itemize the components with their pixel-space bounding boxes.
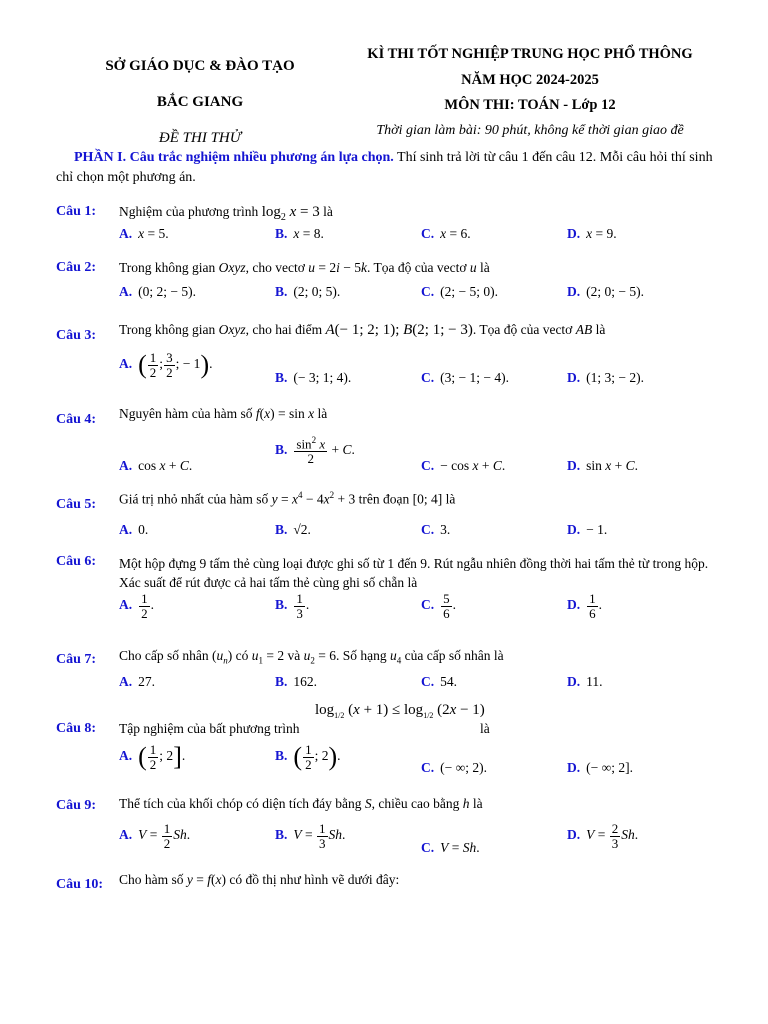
- option-a[interactable]: A. V = $\frac{1}{2}$ Sh.: [119, 821, 191, 851]
- option-c[interactable]: C. x = 6.: [421, 226, 471, 241]
- option-c[interactable]: C. 3.: [421, 522, 451, 537]
- option-a[interactable]: A. x = 5.: [119, 226, 169, 241]
- option-d[interactable]: D. sin x + C.: [567, 458, 639, 473]
- question-text: Nghiệm của phương trình $\log_2 x = 3$ là: [119, 204, 333, 223]
- option-d[interactable]: D. − 1.: [567, 522, 608, 537]
- option-a[interactable]: A. 27.: [119, 674, 155, 689]
- option-b[interactable]: B. ( $\frac{1}{2}$ ; 2).: [275, 741, 341, 772]
- option-b[interactable]: B. (− 3; 1; 4).: [275, 370, 352, 385]
- exam-title: KÌ THI TỐT NGHIỆP TRUNG HỌC PHỔ THÔNG: [367, 46, 693, 62]
- inequality-formula: $\log_{1/2} (x + 1) \le \log_{1/2} (2x - 1)$: [315, 702, 485, 720]
- option-b[interactable]: B. x = 8.: [275, 226, 324, 241]
- option-d[interactable]: D. x = 9.: [567, 226, 617, 241]
- question-text: Nguyên hàm của hàm số f(x) = sin x là: [119, 406, 328, 421]
- option-b[interactable]: B. √2.: [275, 522, 311, 537]
- dept-name: SỞ GIÁO DỤC & ĐÀO TẠO: [105, 58, 295, 74]
- question-label: Câu 5:: [56, 497, 97, 512]
- option-a[interactable]: A. $\frac{1}{2}$ .: [119, 591, 154, 621]
- question-label: Câu 2:: [56, 260, 97, 275]
- option-b[interactable]: B. $\frac{\sin^2 x}{2}$ + C.: [275, 435, 355, 466]
- part1-instruction: Thí sinh trả lời từ câu 1 đến câu 12. Mỗi câu hỏi thí sinh chỉ chọn một phương án.: [56, 150, 713, 185]
- option-b[interactable]: B. 162.: [275, 674, 318, 689]
- school-year: NĂM HỌC 2024-2025: [461, 72, 599, 88]
- option-c[interactable]: C. V = Sh.: [421, 840, 480, 855]
- option-c[interactable]: C. 54.: [421, 674, 457, 689]
- subject: MÔN THI: TOÁN - Lớp 12: [444, 97, 616, 113]
- question-text: Thể tích của khối chóp có diện tích đáy bằng S, chiều cao bằng h là: [119, 796, 483, 811]
- question-text: Cho cấp số nhân $(u_n)$ có $u_1 = 2$ và $u_2 = 6$. Số hạng $u_4$ của cấp số nhân là: [119, 648, 504, 666]
- part1-title: PHẦN I. Câu trắc nghiệm nhiều phương án lựa chọn.: [74, 150, 394, 165]
- option-b[interactable]: B. V = $\frac{1}{3}$ Sh.: [275, 821, 346, 851]
- option-b[interactable]: B. $\frac{1}{3}$ .: [275, 591, 310, 621]
- option-d[interactable]: D. (2; 0; − 5).: [567, 284, 644, 299]
- option-d[interactable]: D. (1; 3; − 2).: [567, 370, 644, 385]
- question-text: Cho hàm số y = f(x) có đồ thị như hình vẽ dưới đây:: [119, 872, 400, 887]
- option-c[interactable]: C. (− ∞; 2).: [421, 760, 487, 775]
- question-text: Trong không gian Oxyz, cho vectơ u = 2i − 5k. Tọa độ của vectơ u là: [119, 260, 490, 275]
- option-c[interactable]: C. (2; − 5; 0).: [421, 284, 498, 299]
- time-note: Thời gian làm bài: 90 phút, không kể thời gian giao đề: [376, 123, 684, 138]
- question-label: Câu 6:: [56, 554, 97, 569]
- option-b[interactable]: B. (2; 0; 5).: [275, 284, 341, 299]
- exam-type: ĐỀ THI THỬ: [158, 130, 242, 146]
- option-a[interactable]: A. cos x + C.: [119, 458, 193, 473]
- question-text-end: là: [480, 721, 490, 736]
- option-c[interactable]: C. $\frac{5}{6}$ .: [421, 591, 456, 621]
- question-text: Giá trị nhỏ nhất của hàm số $y = x^4 - 4x^2 + 3$ trên đoạn [0; 4] là: [119, 490, 456, 507]
- option-c[interactable]: C. (3; − 1; − 4).: [421, 370, 509, 385]
- option-c[interactable]: C. − cos x + C.: [421, 458, 506, 473]
- question-text: Trong không gian Oxyz, cho hai điểm A(− 1; 2; 1); B(2; 1; − 3). Tọa độ của vectơ AB là: [119, 322, 606, 338]
- question-label: Câu 3:: [56, 328, 97, 343]
- question-label: Câu 8:: [56, 721, 97, 736]
- option-d[interactable]: D. 11.: [567, 674, 603, 689]
- option-d[interactable]: D. V = $\frac{2}{3}$ Sh.: [567, 821, 639, 851]
- question-label: Câu 7:: [56, 652, 97, 667]
- part1-intro: [56, 148, 721, 188]
- question-label: Câu 4:: [56, 412, 97, 427]
- option-d[interactable]: D. $\frac{1}{6}$ .: [567, 591, 602, 621]
- option-d[interactable]: D. (− ∞; 2].: [567, 760, 633, 775]
- option-a[interactable]: A. (0; 2; − 5).: [119, 284, 196, 299]
- question-label: Câu 10:: [56, 877, 104, 892]
- option-a[interactable]: A. ( $\frac{1}{2}$ ; $\frac{3}{2}$ ; − 1).: [119, 349, 213, 380]
- province-name: BẮC GIANG: [156, 94, 244, 110]
- question-text: Một hộp đựng 9 tấm thẻ cùng loại được ghi số từ 1 đến 9. Rút ngẫu nhiên đồng thời hai tấm thẻ từ trong hộp. Xác suất để rút được cả hai tấm thẻ cùng ghi số chẵn là: [119, 556, 709, 590]
- question-text: Tập nghiệm của bất phương trình: [119, 721, 300, 736]
- question-label: Câu 1:: [56, 204, 97, 219]
- question-label: Câu 9:: [56, 798, 97, 813]
- option-a[interactable]: A. ( $\frac{1}{2}$ ; 2].: [119, 741, 186, 772]
- option-a[interactable]: A. 0.: [119, 522, 149, 537]
